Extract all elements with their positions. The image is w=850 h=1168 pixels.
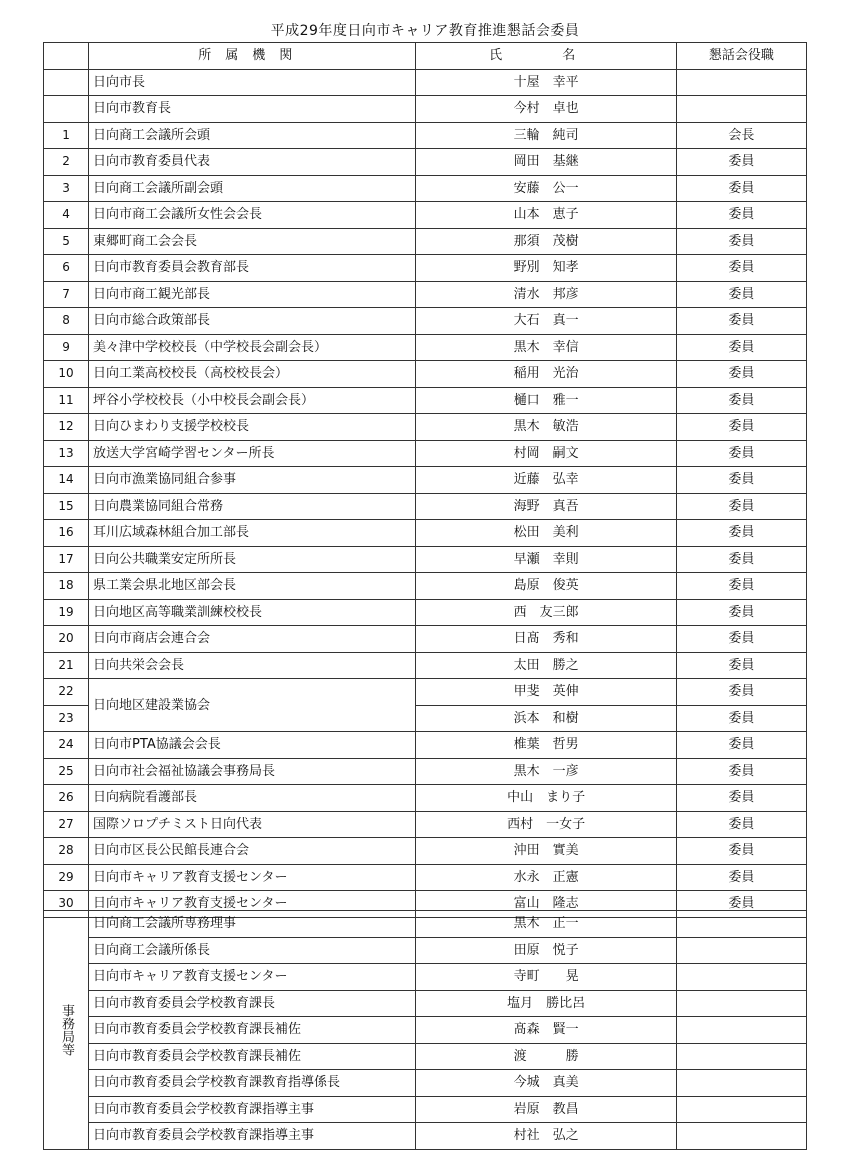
row-number: 20 — [44, 626, 89, 653]
role-cell: 委員 — [676, 705, 806, 732]
role-cell: 委員 — [676, 891, 806, 918]
page-title: 平成29年度日向市キャリア教育推進懇話会委員 — [270, 23, 580, 39]
staff-name-cell: 岩原 教昌 — [416, 1096, 676, 1123]
table-row — [44, 785, 807, 812]
organization-cell: 日向商工会議所専務理事 — [89, 911, 416, 938]
organization-cell: 日向市教育委員会学校教育課長補佐 — [89, 1017, 416, 1044]
organization-cell: 日向市教育委員会教育部長 — [89, 255, 416, 282]
table-row — [44, 990, 807, 1017]
member-name-cell: 水永 正憲 — [416, 864, 676, 891]
row-number — [44, 69, 89, 96]
member-name-cell: 黒木 一彦 — [416, 758, 676, 785]
member-name-cell: 山本 恵子 — [416, 202, 676, 229]
role-cell: 委員 — [676, 281, 806, 308]
role-cell: 委員 — [676, 811, 806, 838]
role-cell — [676, 1070, 806, 1097]
member-name-cell: 太田 勝之 — [416, 652, 676, 679]
row-number: 5 — [44, 228, 89, 255]
table-row — [44, 202, 807, 229]
role-cell: 委員 — [676, 361, 806, 388]
row-number: 12 — [44, 414, 89, 441]
role-cell: 委員 — [676, 838, 806, 865]
table-row — [44, 281, 807, 308]
member-name-cell: 松田 美利 — [416, 520, 676, 547]
role-cell: 委員 — [676, 202, 806, 229]
row-number: 13 — [44, 440, 89, 467]
role-cell: 委員 — [676, 440, 806, 467]
member-name-cell: 西村 一女子 — [416, 811, 676, 838]
table-row — [44, 652, 807, 679]
staff-name-cell: 今城 真美 — [416, 1070, 676, 1097]
table-row — [44, 1017, 807, 1044]
table-row — [44, 1123, 807, 1150]
member-name-cell: 甲斐 英伸 — [416, 679, 676, 706]
organization-cell: 美々津中学校校長（中学校長会副会長） — [89, 334, 416, 361]
row-number: 8 — [44, 308, 89, 335]
role-cell: 委員 — [676, 493, 806, 520]
organization-cell: 日向市教育委員会学校教育課指導主事 — [89, 1096, 416, 1123]
role-cell — [676, 1043, 806, 1070]
table-row — [44, 228, 807, 255]
table-row — [44, 122, 807, 149]
organization-cell: 日向市社会福祉協議会事務局長 — [89, 758, 416, 785]
organization-cell: 日向工業高校校長（高校校長会） — [89, 361, 416, 388]
table-row — [44, 1043, 807, 1070]
role-cell: 委員 — [676, 732, 806, 759]
member-name-cell: 稲用 光治 — [416, 361, 676, 388]
table-row — [44, 732, 807, 759]
role-cell: 委員 — [676, 546, 806, 573]
role-cell: 委員 — [676, 175, 806, 202]
row-number: 25 — [44, 758, 89, 785]
role-cell — [676, 1096, 806, 1123]
staff-name-cell: 村社 弘之 — [416, 1123, 676, 1150]
header-role: 懇話会役職 — [676, 43, 806, 70]
table-row — [44, 149, 807, 176]
table-row — [44, 255, 807, 282]
organization-cell: 日向市漁業協同組合参事 — [89, 467, 416, 494]
organization-cell: 日向農業協同組合常務 — [89, 493, 416, 520]
table-row — [44, 626, 807, 653]
organization-cell: 坪谷小学校校長（小中校長会副会長） — [89, 387, 416, 414]
organization-cell: 日向市キャリア教育支援センター — [89, 891, 416, 918]
member-name-cell: 清水 邦彦 — [416, 281, 676, 308]
table-row — [44, 937, 807, 964]
row-number: 21 — [44, 652, 89, 679]
member-name-cell: 野別 知孝 — [416, 255, 676, 282]
table-row — [44, 467, 807, 494]
organization-cell: 日向市商工観光部長 — [89, 281, 416, 308]
role-cell: 委員 — [676, 626, 806, 653]
row-number: 27 — [44, 811, 89, 838]
member-name-cell: 島原 俊英 — [416, 573, 676, 600]
organization-cell: 国際ソロプチミスト日向代表 — [89, 811, 416, 838]
member-name-cell: 大石 真一 — [416, 308, 676, 335]
member-name-cell: 村岡 嗣文 — [416, 440, 676, 467]
staff-name-cell: 渡 勝 — [416, 1043, 676, 1070]
secretariat-table — [43, 910, 807, 1150]
staff-name-cell: 塩月 勝比呂 — [416, 990, 676, 1017]
organization-cell: 日向地区高等職業訓練校校長 — [89, 599, 416, 626]
table-row — [44, 334, 807, 361]
organization-cell: 日向市商店会連合会 — [89, 626, 416, 653]
role-cell — [676, 990, 806, 1017]
header-name: 氏 名 — [416, 43, 676, 70]
role-cell — [676, 96, 806, 123]
organization-cell: 日向ひまわり支援学校校長 — [89, 414, 416, 441]
member-name-cell: 安藤 公一 — [416, 175, 676, 202]
row-number: 2 — [44, 149, 89, 176]
table-row — [44, 1096, 807, 1123]
member-name-cell: 中山 まり子 — [416, 785, 676, 812]
role-cell: 委員 — [676, 414, 806, 441]
member-name-cell: 椎葉 哲男 — [416, 732, 676, 759]
table-row — [44, 964, 807, 991]
row-number: 16 — [44, 520, 89, 547]
table-row — [44, 864, 807, 891]
organization-cell: 日向市PTA協議会会長 — [89, 732, 416, 759]
row-number: 22 — [44, 679, 89, 706]
row-number: 4 — [44, 202, 89, 229]
role-cell: 委員 — [676, 652, 806, 679]
row-number: 24 — [44, 732, 89, 759]
organization-cell: 日向市教育委員会学校教育課教育指導係長 — [89, 1070, 416, 1097]
organization-cell: 日向公共職業安定所所長 — [89, 546, 416, 573]
role-cell: 委員 — [676, 228, 806, 255]
header-org: 所属機関 — [89, 43, 416, 70]
table-row — [44, 493, 807, 520]
row-number: 30 — [44, 891, 89, 918]
role-cell: 委員 — [676, 334, 806, 361]
organization-cell: 日向市総合政策部長 — [89, 308, 416, 335]
role-cell: 委員 — [676, 679, 806, 706]
role-cell — [676, 911, 806, 938]
organization-cell: 耳川広域森林組合加工部長 — [89, 520, 416, 547]
row-number — [44, 96, 89, 123]
row-number: 10 — [44, 361, 89, 388]
member-name-cell: 近藤 弘幸 — [416, 467, 676, 494]
organization-cell: 日向共栄会会長 — [89, 652, 416, 679]
member-name-cell: 黒木 幸信 — [416, 334, 676, 361]
role-cell: 委員 — [676, 785, 806, 812]
organization-cell: 日向市キャリア教育支援センター — [89, 964, 416, 991]
row-number: 28 — [44, 838, 89, 865]
member-name-cell: 十屋 幸平 — [416, 69, 676, 96]
role-cell — [676, 1017, 806, 1044]
member-name-cell: 樋口 雅一 — [416, 387, 676, 414]
row-number: 15 — [44, 493, 89, 520]
organization-cell: 日向市商工会議所女性会会長 — [89, 202, 416, 229]
table-row — [44, 175, 807, 202]
organization-cell: 日向商工会議所係長 — [89, 937, 416, 964]
table-row — [44, 96, 807, 123]
table-row — [44, 440, 807, 467]
row-number: 19 — [44, 599, 89, 626]
organization-cell: 日向市教育委員代表 — [89, 149, 416, 176]
role-cell — [676, 69, 806, 96]
row-number: 29 — [44, 864, 89, 891]
table-row — [44, 520, 807, 547]
table-row — [44, 599, 807, 626]
role-cell: 委員 — [676, 573, 806, 600]
header-no — [44, 43, 89, 70]
role-cell: 会長 — [676, 122, 806, 149]
organization-cell: 東郷町商工会会長 — [89, 228, 416, 255]
row-number: 23 — [44, 705, 89, 732]
table-row — [44, 361, 807, 388]
row-number: 3 — [44, 175, 89, 202]
organization-cell: 日向市教育長 — [89, 96, 416, 123]
organization-cell: 日向市区長公民館長連合会 — [89, 838, 416, 865]
organization-cell: 日向市キャリア教育支援センター — [89, 864, 416, 891]
table-row — [44, 414, 807, 441]
row-number: 26 — [44, 785, 89, 812]
table-row — [44, 838, 807, 865]
member-table — [43, 42, 807, 918]
organization-cell: 日向地区建設業協会 — [89, 679, 416, 732]
table-row — [44, 1070, 807, 1097]
role-cell: 委員 — [676, 467, 806, 494]
role-cell: 委員 — [676, 255, 806, 282]
row-number: 7 — [44, 281, 89, 308]
organization-cell: 日向市長 — [89, 69, 416, 96]
role-cell — [676, 937, 806, 964]
table-header-row — [44, 43, 807, 70]
organization-cell: 日向病院看護部長 — [89, 785, 416, 812]
secretariat-label: 事務局等 — [44, 911, 89, 1150]
organization-cell: 日向市教育委員会学校教育課長 — [89, 990, 416, 1017]
row-number: 18 — [44, 573, 89, 600]
role-cell — [676, 964, 806, 991]
organization-cell: 日向商工会議所会頭 — [89, 122, 416, 149]
member-name-cell: 那須 茂樹 — [416, 228, 676, 255]
row-number: 14 — [44, 467, 89, 494]
member-name-cell: 三輪 純司 — [416, 122, 676, 149]
role-cell: 委員 — [676, 387, 806, 414]
member-name-cell: 沖田 實美 — [416, 838, 676, 865]
staff-name-cell: 寺町 晃 — [416, 964, 676, 991]
member-name-cell: 富山 隆志 — [416, 891, 676, 918]
staff-name-cell: 黒木 正一 — [416, 911, 676, 938]
organization-cell: 県工業会県北地区部会長 — [89, 573, 416, 600]
member-name-cell: 海野 真吾 — [416, 493, 676, 520]
role-cell — [676, 1123, 806, 1150]
table-row — [44, 69, 807, 96]
role-cell: 委員 — [676, 864, 806, 891]
member-name-cell: 黒木 敏浩 — [416, 414, 676, 441]
table-row — [44, 308, 807, 335]
table-row — [44, 811, 807, 838]
organization-cell: 日向市教育委員会学校教育課指導主事 — [89, 1123, 416, 1150]
role-cell: 委員 — [676, 758, 806, 785]
staff-name-cell: 田原 悦子 — [416, 937, 676, 964]
member-name-cell: 今村 卓也 — [416, 96, 676, 123]
staff-name-cell: 髙森 賢一 — [416, 1017, 676, 1044]
role-cell: 委員 — [676, 520, 806, 547]
organization-cell: 放送大学宮崎学習センター所長 — [89, 440, 416, 467]
table-row — [44, 679, 807, 706]
table-row — [44, 387, 807, 414]
row-number: 11 — [44, 387, 89, 414]
role-cell: 委員 — [676, 149, 806, 176]
member-name-cell: 西 友三郎 — [416, 599, 676, 626]
row-number: 1 — [44, 122, 89, 149]
table-row — [44, 758, 807, 785]
row-number: 9 — [44, 334, 89, 361]
organization-cell: 日向商工会議所副会頭 — [89, 175, 416, 202]
row-number: 6 — [44, 255, 89, 282]
member-name-cell: 日髙 秀和 — [416, 626, 676, 653]
member-name-cell: 浜本 和樹 — [416, 705, 676, 732]
table-row — [44, 573, 807, 600]
table-row — [44, 911, 807, 938]
row-number: 17 — [44, 546, 89, 573]
member-name-cell: 早瀬 幸則 — [416, 546, 676, 573]
role-cell: 委員 — [676, 308, 806, 335]
table-row — [44, 546, 807, 573]
member-name-cell: 岡田 基継 — [416, 149, 676, 176]
role-cell: 委員 — [676, 599, 806, 626]
organization-cell: 日向市教育委員会学校教育課長補佐 — [89, 1043, 416, 1070]
